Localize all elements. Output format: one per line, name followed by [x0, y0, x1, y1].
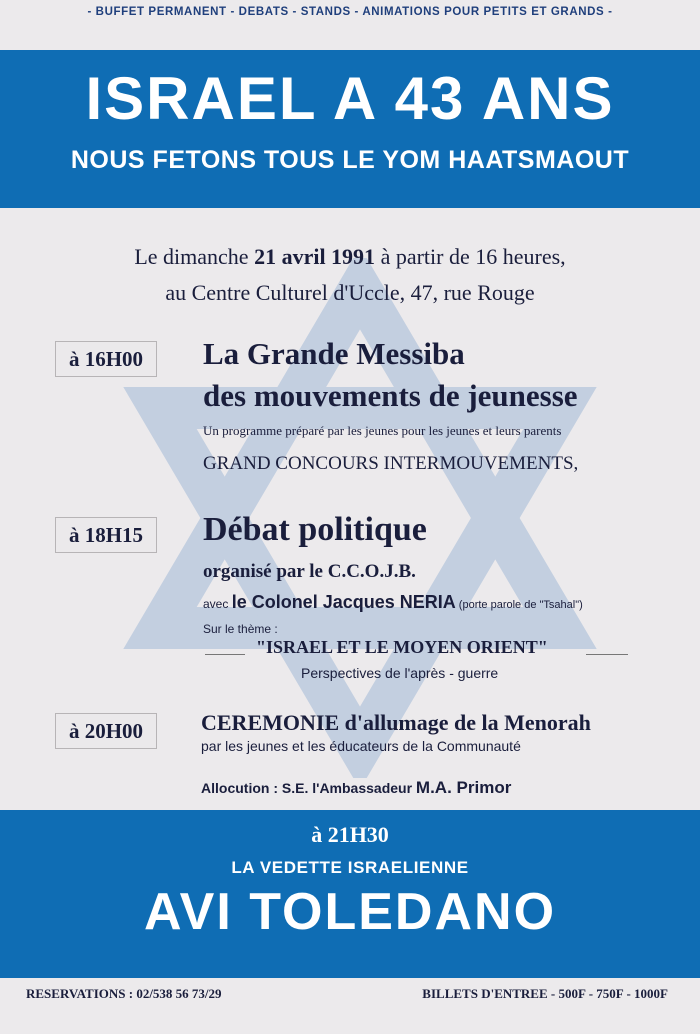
date-suffix: à partir de 16 heures, — [375, 244, 566, 269]
debate-title: Débat politique — [203, 511, 427, 548]
reservations-info: RESERVATIONS : 02/538 56 73/29 — [26, 986, 222, 1001]
finale-time: à 21H30 — [311, 822, 389, 847]
finale-artist: AVI TOLEDANO — [143, 883, 557, 941]
ticket-prices: BILLETS D'ENTREE - 500F - 750F - 1000F — [422, 986, 668, 1001]
poster-subtitle: NOUS FETONS TOUS LE YOM HAATSMAOUT — [70, 146, 630, 174]
messiba-description: Un programme préparé par les jeunes pour les jeunes et leurs parents — [203, 423, 562, 438]
debate-theme: "ISRAEL ET LE MOYEN ORIENT" — [256, 637, 548, 657]
event-date-line — [0, 244, 700, 270]
ceremony-title-rest: d'allumage de la Menorah — [339, 710, 591, 735]
theme-right-rule — [586, 654, 628, 655]
date-prefix: Le dimanche — [134, 244, 255, 269]
ambassador-name: M.A. Primor — [415, 778, 512, 797]
time-badge-2000: à 20H00 — [55, 713, 157, 749]
messiba-title: La Grande Messiba — [203, 336, 465, 371]
messiba-subtitle: des mouvements de jeunesse — [203, 378, 578, 413]
poster-title: ISRAEL A 43 ANS — [85, 65, 615, 132]
allocution-line — [201, 778, 511, 798]
debate-guest-line — [203, 592, 583, 613]
ceremony-title-bold: CEREMONIE — [201, 710, 340, 735]
ceremony-description: par les jeunes et les éducateurs de la Communauté — [201, 738, 521, 754]
time-badge-1600: à 16H00 — [55, 341, 157, 377]
event-venue: au Centre Culturel d'Uccle, 47, rue Rouge — [165, 280, 535, 305]
time-badge-1815: à 18H15 — [55, 517, 157, 553]
ceremony-title — [201, 710, 591, 736]
theme-left-rule — [205, 654, 245, 655]
avec-label: avec — [203, 597, 232, 611]
finale-label: LA VEDETTE ISRAELIENNE — [231, 858, 469, 877]
debate-guest: le Colonel Jacques NERIA — [231, 592, 456, 612]
contest-label: GRAND CONCOURS INTERMOUVEMENTS, — [203, 453, 579, 474]
top-banner: - BUFFET PERMANENT - DEBATS - STANDS - ANIMATIONS POUR PETITS ET GRANDS - — [87, 6, 613, 18]
debate-organizer: organisé par le C.C.O.J.B. — [203, 561, 416, 582]
event-date: 21 avril 1991 — [254, 244, 376, 269]
theme-label: Sur le thème : — [203, 622, 278, 636]
allocution-prefix: Allocution : S.E. l'Ambassadeur — [201, 780, 416, 796]
guest-note: (porte parole de "Tsahal") — [455, 599, 583, 611]
theme-subtitle: Perspectives de l'après - guerre — [301, 665, 499, 681]
